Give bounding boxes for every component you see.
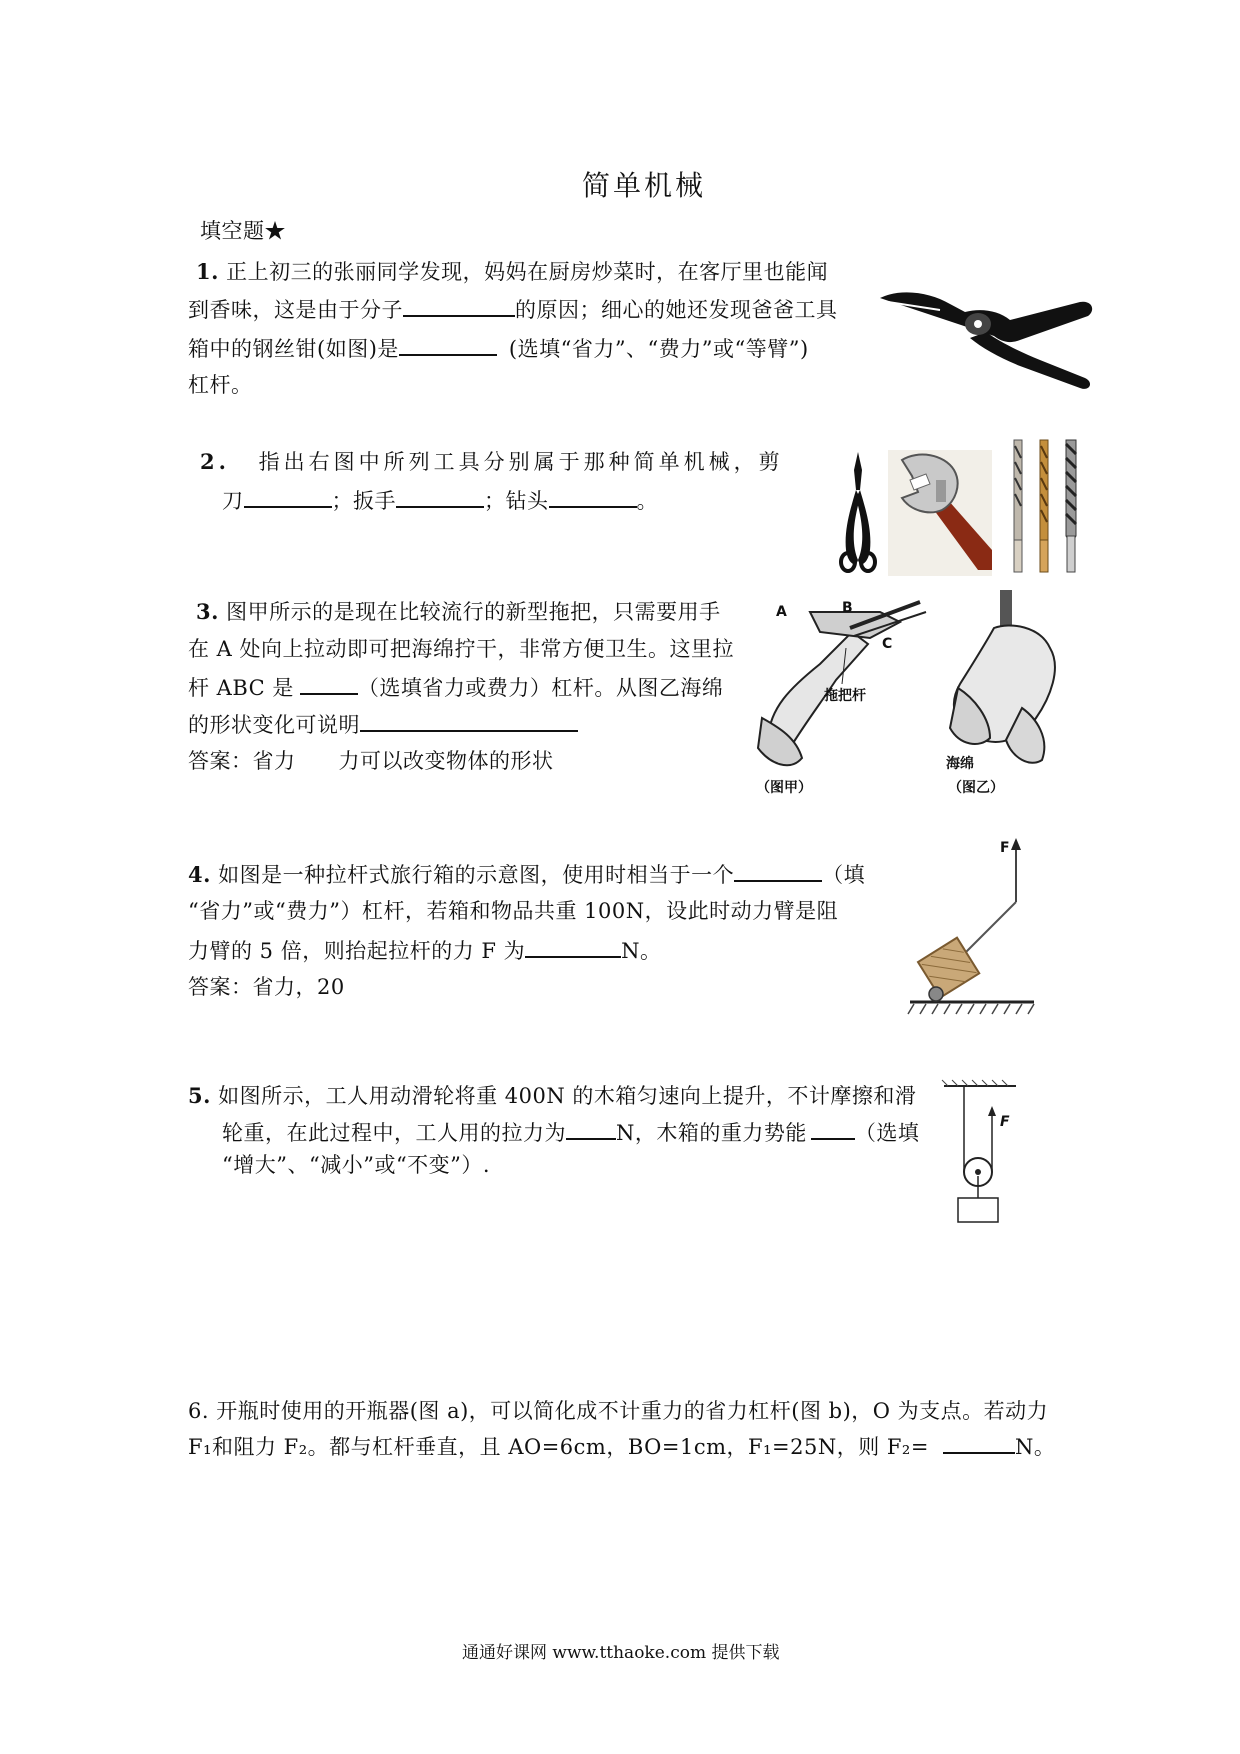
question-number: 1. [196,259,219,284]
answer-blank[interactable] [360,710,578,732]
question-text: 指出右图中所列工具分别属于那种简单机械，剪 [258,450,784,474]
question-text: 的原因；细心的她还发现爸爸工具 [515,298,838,322]
wrench-icon [888,450,992,576]
drill-bits-icon [1006,436,1088,576]
question-number: 2. [200,449,230,474]
question-text: 到香味，这是由于分子 [188,298,403,322]
answer-blank[interactable] [403,295,515,317]
answer-text: 答案：省力，20 [188,975,345,999]
answer-blank[interactable] [396,486,484,508]
question-text: 轮重，在此过程中，工人用的拉力为 [222,1121,566,1145]
question-number: 5. [188,1083,211,1108]
answer-blank[interactable] [549,486,637,508]
question-text: F₁和阻力 F₂。都与杠杆垂直，且 AO=6cm，BO=1cm，F₁=25N，则 F₂= [188,1435,929,1459]
question-text: 杆 ABC 是 [188,676,294,700]
answer-blank[interactable] [943,1432,1015,1454]
label-c: C [882,636,893,652]
question-text: N。 [1014,1435,1056,1459]
question-text: 。 [636,489,658,513]
question-text: 杠杆。 [188,373,253,397]
question-number: 3. [196,599,219,624]
caption-yi: （图乙） [948,780,1004,796]
label-mop-rod: 拖把杆 [824,688,866,704]
answer-text: 答案：省力 力可以改变物体的形状 [188,749,554,773]
question-text: N，木箱的重力势能 [616,1121,807,1145]
answer-blank[interactable] [399,334,497,356]
scissors-icon [836,450,880,576]
page-title: 简单机械 [582,169,707,202]
question-text: 在 A 处向上拉动即可把海绵拧干，非常方便卫生。这里拉 [188,637,735,661]
pliers-icon [870,280,1098,395]
question-text: ；钻头 [484,489,549,513]
caption-jia: （图甲） [756,780,812,796]
force-label-f: F [1000,1114,1010,1130]
pulley-figure [936,1080,1036,1232]
question-text: ；扳手 [331,489,396,513]
force-label-f: F [1000,840,1010,856]
page-footer: 通通好课网 www.tthaoke.com 提供下载 [462,1643,780,1663]
question-text: 刀 [222,489,244,513]
question-text: 正上初三的张丽同学发现，妈妈在厨房炒菜时，在客厅里也能闻 [226,260,829,284]
answer-blank[interactable] [566,1118,616,1140]
question-text: “增大”、“减小”或“不变”）. [222,1153,491,1177]
question-number: 4. [188,862,211,887]
question-text: N。 [621,939,662,963]
answer-blank[interactable] [525,936,621,958]
question-text: 图甲所示的是现在比较流行的新型拖把，只需要用手 [226,600,721,624]
section-heading: 填空题★ [200,219,286,243]
label-sponge: 海绵 [946,756,974,772]
question-text: 的形状变化可说明 [188,713,360,737]
luggage-figure [906,830,1038,1016]
mop-figure-jia [756,600,926,796]
question-text: 力臂的 5 倍，则抬起拉杆的力 F 为 [188,939,526,963]
mop-figure-yi [946,590,1055,796]
label-b: B [842,600,853,616]
question-text: 如图是一种拉杆式旅行箱的示意图，使用时相当于一个 [218,863,735,887]
mop-figure [750,588,1090,798]
question-text: 箱中的钢丝钳(如图)是 [188,337,399,361]
label-a: A [776,604,787,620]
question-text: (选填“省力”、“费力”或“等臂”) [508,337,809,361]
answer-blank[interactable] [244,486,332,508]
answer-blank[interactable] [811,1118,855,1140]
answer-blank[interactable] [734,860,822,882]
question-text: 6. 开瓶时使用的开瓶器(图 a)，可以简化成不计重力的省力杠杆(图 b)，O 为支点。若动力 [188,1399,1049,1423]
question-text: “省力”或“费力”）杠杆，若箱和物品共重 100N，设此时动力臂是阻 [188,899,839,923]
answer-blank[interactable] [300,673,358,695]
question-text: （选填省力或费力）杠杆。从图乙海绵 [357,676,724,700]
question-text: （选填 [854,1121,920,1145]
question-text: 如图所示，工人用动滑轮将重 400N 的木箱匀速向上提升，不计摩擦和滑 [218,1084,917,1108]
question-text: （填 [822,863,866,887]
